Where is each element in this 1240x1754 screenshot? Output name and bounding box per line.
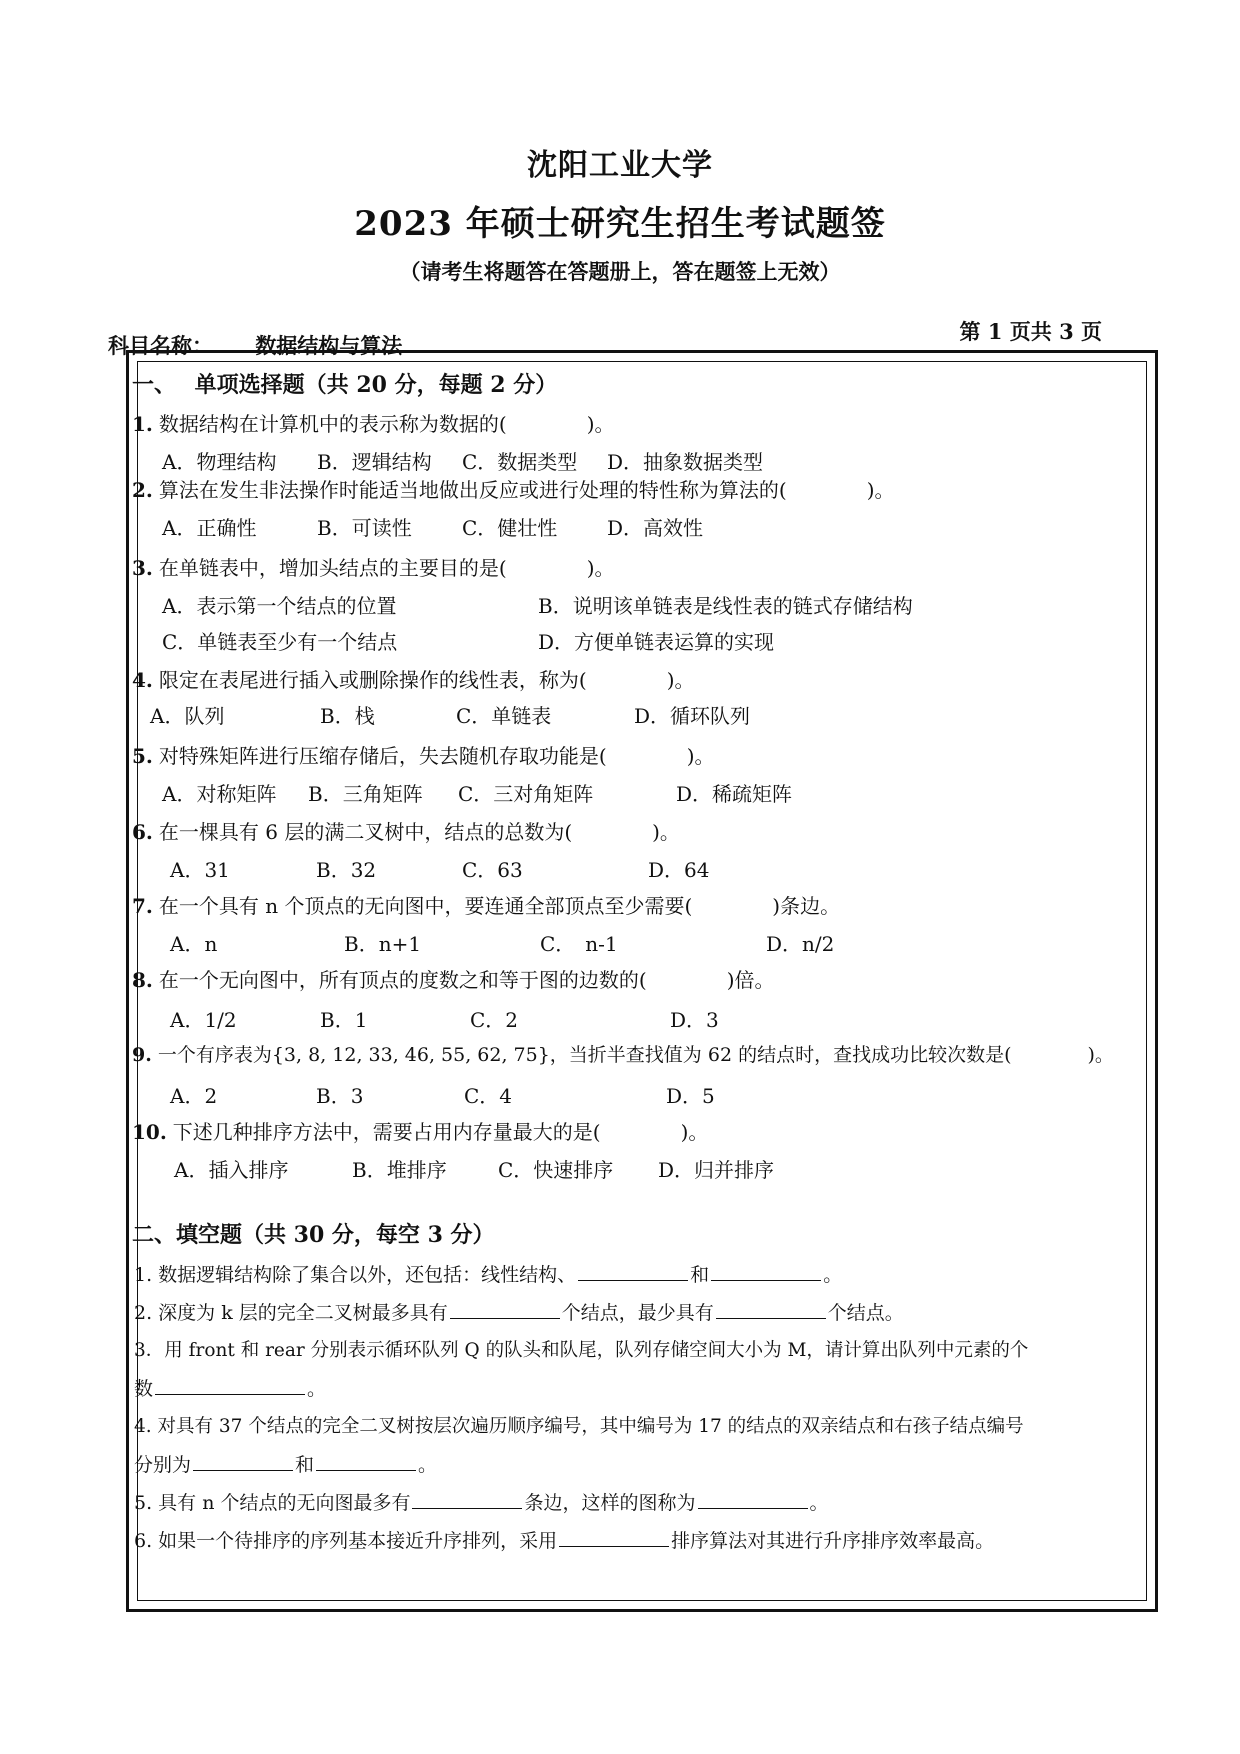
option-c: C．单链表至少有一个结点 xyxy=(162,630,398,654)
fill-text: 。 xyxy=(823,1264,843,1286)
option-d: D．5 xyxy=(666,1084,715,1108)
section1-heading: 一、 单项选择题（共 20 分，每题 2 分） xyxy=(132,372,558,398)
question-text: 在单链表中，增加头结点的主要目的是( )。 xyxy=(158,556,615,580)
question-number: 10. xyxy=(132,1120,167,1144)
option-a: A．正确性 xyxy=(162,516,257,540)
fill-question-4-line1: 4. 对具有 37 个结点的完全二叉树按层次遍历顺序编号，其中编号为 17 的结点的双亲结点和右孩子结点编号 xyxy=(134,1416,1024,1437)
fill-question-3-line1: 3．用 front 和 rear 分别表示循环队列 Q 的队头和队尾，队列存储空间大小为 M，请计算出队列中元素的个 xyxy=(134,1340,1029,1361)
option-c: C．健壮性 xyxy=(462,516,558,540)
option-b: B．3 xyxy=(316,1084,364,1108)
option-b: B．栈 xyxy=(320,704,375,728)
option-a: A．物理结构 xyxy=(162,450,277,474)
answer-blank xyxy=(559,1528,669,1547)
option-b: B．堆排序 xyxy=(352,1158,447,1182)
options-5 xyxy=(162,778,1062,806)
options-4 xyxy=(150,700,1050,728)
option-a: A．插入排序 xyxy=(174,1158,289,1182)
fill-text: 和 xyxy=(690,1264,710,1286)
fill-text: 2. 深度为 k 层的完全二叉树最多具有 xyxy=(134,1302,448,1324)
option-a: A．31 xyxy=(170,858,230,882)
fill-text: 排序算法对其进行升序排序效率最高。 xyxy=(671,1530,995,1552)
question-10 xyxy=(132,1116,708,1145)
question-text: 对特殊矩阵进行压缩存储后，失去随机存取功能是( )。 xyxy=(158,744,715,768)
fill-text: 个结点，最少具有 xyxy=(561,1302,714,1324)
question-4 xyxy=(132,664,695,693)
fill-question-5 xyxy=(134,1488,829,1515)
fill-text: 5. 具有 n 个结点的无向图最多有 xyxy=(134,1492,411,1514)
option-c: C．4 xyxy=(464,1084,513,1108)
fill-question-3-line2 xyxy=(134,1374,326,1401)
question-number: 5. xyxy=(132,744,153,768)
fill-text: 1. 数据逻辑结构除了集合以外，还包括：线性结构、 xyxy=(134,1264,577,1286)
option-c: C．快速排序 xyxy=(498,1158,614,1182)
question-number: 4. xyxy=(132,668,153,692)
question-text: 一个有序表为{3, 8, 12, 33, 46, 55, 62, 75}，当折半查找值为 62 的结点时，查找成功比较次数是( )。 xyxy=(157,1044,1114,1066)
question-6 xyxy=(132,816,680,845)
options-10 xyxy=(174,1154,1074,1182)
fill-text: 数 xyxy=(134,1378,154,1400)
answer-blank xyxy=(698,1490,808,1509)
answer-blank xyxy=(412,1490,522,1509)
options-8 xyxy=(170,1004,1070,1032)
question-number: 6. xyxy=(132,820,153,844)
option-a: A．表示第一个结点的位置 xyxy=(162,594,397,618)
option-c: C．63 xyxy=(462,858,523,882)
fill-text: 6. 如果一个待排序的序列基本接近升序排列，采用 xyxy=(134,1530,558,1552)
question-8 xyxy=(132,964,775,993)
option-d: D．稀疏矩阵 xyxy=(676,782,793,806)
question-7 xyxy=(132,890,840,919)
option-c: C．数据类型 xyxy=(462,450,578,474)
option-d: D．n/2 xyxy=(766,932,835,956)
option-c: C． n-1 xyxy=(540,932,618,956)
option-a: A．对称矩阵 xyxy=(162,782,277,806)
options-2 xyxy=(162,512,1062,540)
question-text: 在一棵具有 6 层的满二叉树中，结点的总数为( )。 xyxy=(158,820,680,844)
option-d: D．64 xyxy=(648,858,710,882)
answer-blank xyxy=(578,1262,688,1281)
option-b: B．可读性 xyxy=(317,516,412,540)
question-text: 限定在表尾进行插入或删除操作的线性表，称为( )。 xyxy=(158,668,695,692)
question-1 xyxy=(132,408,615,437)
subject-label: 科目名称： xyxy=(108,333,213,358)
question-number: 8. xyxy=(132,968,153,992)
question-5 xyxy=(132,740,715,769)
option-b: B．32 xyxy=(316,858,377,882)
option-d: D．循环队列 xyxy=(634,704,751,728)
option-b: B．1 xyxy=(320,1008,368,1032)
answer-blank xyxy=(716,1300,826,1319)
options-3-row2 xyxy=(162,626,1062,654)
options-1 xyxy=(162,446,1062,474)
option-a: A．2 xyxy=(170,1084,218,1108)
option-a: A．1/2 xyxy=(170,1008,237,1032)
fill-question-2 xyxy=(134,1298,904,1325)
option-d: D．抽象数据类型 xyxy=(607,450,764,474)
question-3 xyxy=(132,552,615,581)
option-d: D．归并排序 xyxy=(658,1158,775,1182)
options-9 xyxy=(170,1080,1070,1108)
option-c: C．2 xyxy=(470,1008,519,1032)
exam-notice: （请考生将题答在答题册上，答在题签上无效） xyxy=(399,259,841,284)
section2-heading: 二、填空题（共 30 分，每空 3 分） xyxy=(132,1222,495,1248)
question-2 xyxy=(132,474,895,503)
options-7 xyxy=(170,928,1070,956)
question-number: 9. xyxy=(132,1044,152,1066)
option-b: B．三角矩阵 xyxy=(308,782,423,806)
fill-text: 。 xyxy=(418,1454,438,1476)
answer-blank xyxy=(193,1452,293,1471)
exam-title: 2023 年硕士研究生招生考试题签 xyxy=(354,204,886,244)
page-info: 第 1 页共 3 页 xyxy=(959,319,1102,344)
option-d: D．3 xyxy=(670,1008,719,1032)
fill-text: 。 xyxy=(809,1492,829,1514)
question-text: 算法在发生非法操作时能适当地做出反应或进行处理的特性称为算法的( )。 xyxy=(158,478,895,502)
question-number: 1. xyxy=(132,412,153,436)
question-number: 3. xyxy=(132,556,153,580)
question-9 xyxy=(132,1040,1114,1067)
option-c: C．三对角矩阵 xyxy=(458,782,594,806)
option-b: B．逻辑结构 xyxy=(317,450,432,474)
option-a: A．队列 xyxy=(150,704,225,728)
option-d: D．方便单链表运算的实现 xyxy=(538,630,775,654)
question-number: 7. xyxy=(132,894,153,918)
question-text: 数据结构在计算机中的表示称为数据的( )。 xyxy=(158,412,615,436)
option-b: B．说明该单链表是线性表的链式存储结构 xyxy=(538,594,913,618)
question-text: 下述几种排序方法中，需要占用内存量最大的是( )。 xyxy=(172,1120,709,1144)
fill-question-1 xyxy=(134,1260,842,1287)
school-name: 沈阳工业大学 xyxy=(527,148,713,183)
question-number: 2. xyxy=(132,478,153,502)
question-text: 在一个具有 n 个顶点的无向图中，要连通全部顶点至少需要( )条边。 xyxy=(158,894,841,918)
options-3-row1 xyxy=(162,590,1062,618)
subject-value: 数据结构与算法 xyxy=(255,333,403,358)
answer-blank xyxy=(155,1376,305,1395)
fill-text: 条边，这样的图称为 xyxy=(524,1492,696,1514)
option-a: A．n xyxy=(170,932,218,956)
fill-text: 。 xyxy=(307,1378,327,1400)
option-c: C．单链表 xyxy=(456,704,552,728)
option-d: D．高效性 xyxy=(607,516,704,540)
fill-text: 个结点。 xyxy=(827,1302,904,1324)
question-text: 在一个无向图中，所有顶点的度数之和等于图的边数的( )倍。 xyxy=(158,968,775,992)
option-b: B．n+1 xyxy=(344,932,422,956)
answer-blank xyxy=(711,1262,821,1281)
options-6 xyxy=(170,854,1070,882)
fill-text: 分别为 xyxy=(134,1454,192,1476)
fill-question-4-line2 xyxy=(134,1450,437,1477)
fill-text: 和 xyxy=(295,1454,315,1476)
answer-blank xyxy=(450,1300,560,1319)
fill-question-6 xyxy=(134,1526,994,1553)
answer-blank xyxy=(316,1452,416,1471)
